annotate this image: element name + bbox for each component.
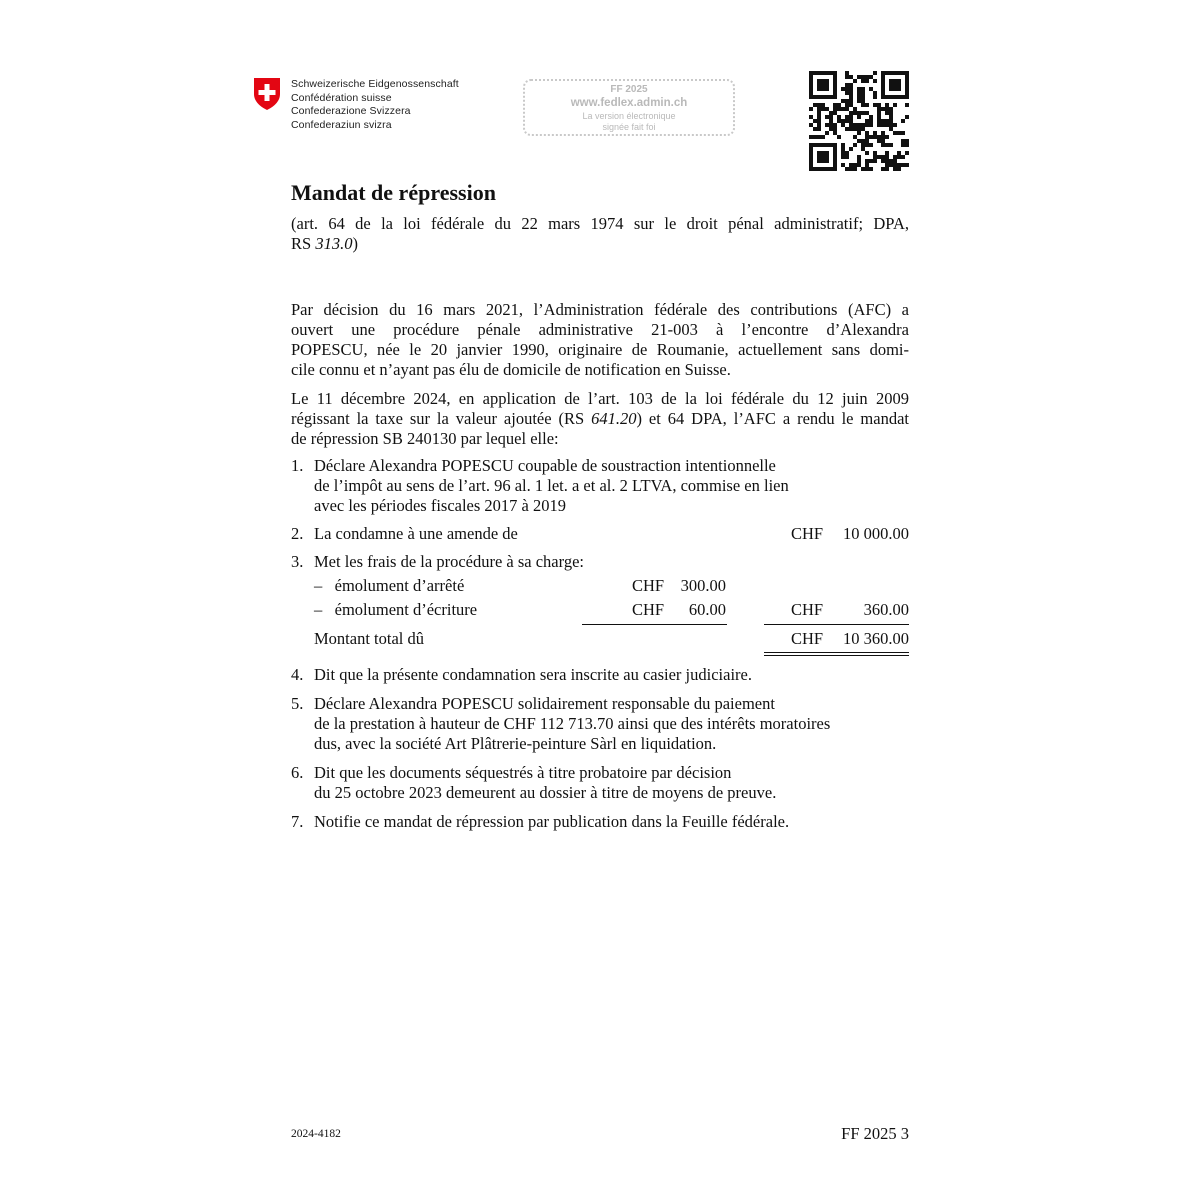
list-item-text	[314, 763, 776, 803]
paragraph-line: ouvert une procédure pénale administrative 21-003 à l’encontre d’Alexandra	[291, 320, 909, 339]
list-item-text	[314, 456, 789, 516]
list-item-number: 1.	[291, 456, 304, 475]
paragraph-line: Le 11 décembre 2024, en application de l’art. 103 de la loi fédérale du 12 juin 2009	[291, 389, 909, 408]
fee-label-writing: – émolument d’écriture	[314, 600, 478, 619]
stamp-note-1: La version électronique	[582, 111, 676, 121]
fine-currency: CHF	[791, 524, 824, 543]
electronic-version-stamp	[523, 79, 735, 136]
list-item-number: 2.	[291, 524, 304, 543]
list-item	[291, 665, 909, 685]
confederation-line-rm: Confederaziun svizra	[291, 118, 392, 131]
list-item-text: Dit que la présente condamnation sera inscrite au casier judiciaire.	[314, 665, 752, 684]
fee-amount-decision: 300.00	[680, 576, 726, 595]
paragraph-line: cile connu et n’ayant pas élu de domicile de notification en Suisse.	[291, 360, 731, 379]
stamp-url[interactable]: www.fedlex.admin.ch	[570, 97, 688, 109]
fees-total-amount: 360.00	[863, 600, 909, 619]
stamp-issue: FF 2025	[610, 84, 648, 95]
paragraph-line: Par décision du 16 mars 2021, l’Administration fédérale des contributions (AFC) a	[291, 300, 909, 319]
fee-amount-writing: 60.00	[688, 600, 726, 619]
document-subtitle	[291, 214, 909, 254]
list-item	[291, 456, 909, 516]
list-item-text: La condamne à une amende de	[314, 524, 518, 543]
list-item-number: 7.	[291, 812, 304, 831]
list-item-line: Dit que les documents séquestrés à titre probatoire par décision	[314, 763, 732, 782]
fee-label-decision: – émolument d’arrêté	[314, 576, 465, 595]
paragraph-decision	[291, 389, 909, 449]
list-item-number: 5.	[291, 694, 304, 713]
total-amount: 10 360.00	[843, 629, 909, 648]
qr-code-icon	[809, 71, 909, 171]
confederation-line-de: Schweizerische Eidgenossenschaft	[291, 78, 459, 90]
list-item-line: Déclare Alexandra POPESCU solidairement responsable du paiement	[314, 694, 775, 713]
list-item	[291, 763, 909, 803]
list-item	[291, 552, 909, 572]
paragraph-opening	[291, 300, 909, 380]
list-item-number: 3.	[291, 552, 304, 571]
total-currency: CHF	[791, 629, 824, 648]
total-label: Montant total dû	[314, 629, 424, 648]
paragraph-rs-ref: 641.20	[591, 409, 637, 428]
subtotal-rule	[764, 624, 909, 625]
page-number: FF 2025 3	[841, 1124, 909, 1143]
paragraph-line: POPESCU, née le 20 janvier 1990, originaire de Roumanie, actuellement sans domi-	[291, 340, 909, 359]
list-item-number: 4.	[291, 665, 304, 684]
subtotal-rule	[582, 624, 727, 625]
subtitle-rs-suffix: )	[352, 234, 358, 253]
fee-currency-decision: CHF	[632, 576, 665, 595]
confederation-line-it: Confederazione Svizzera	[291, 105, 411, 117]
total-double-rule	[764, 652, 909, 653]
paragraph-line: de répression SB 240130 par lequel elle:	[291, 429, 559, 448]
confederation-name	[291, 78, 459, 132]
subtitle-line-1: (art. 64 de la loi fédérale du 22 mars 1974 sur le droit pénal administratif; DPA,	[291, 214, 909, 233]
document-reference: 2024-4182	[291, 1128, 341, 1140]
confederation-line-fr: Confédération suisse	[291, 91, 392, 104]
swiss-cross-icon	[253, 77, 281, 111]
paragraph-line	[291, 409, 909, 429]
subtitle-rs-prefix: RS	[291, 234, 316, 253]
subtitle-rs-ref: 313.0	[315, 234, 353, 253]
list-item-text	[314, 694, 830, 754]
list-item	[291, 694, 909, 754]
fees-total-currency: CHF	[791, 600, 824, 619]
list-item-line: de la prestation à hauteur de CHF 112 713.70 ainsi que des intérêts moratoires	[314, 714, 831, 733]
subtitle-line-2	[291, 234, 909, 254]
list-item-line: dus, avec la société Art Plâtrerie-peinture Sàrl en liquidation.	[314, 734, 717, 753]
paragraph-text: ) et 64 DPA, l’AFC a rendu le mandat	[636, 409, 909, 428]
list-item-number: 6.	[291, 763, 304, 782]
fee-currency-writing: CHF	[632, 600, 665, 619]
total-double-rule	[764, 655, 909, 656]
stamp-note-2: signée fait foi	[602, 122, 656, 132]
list-item-text: Notifie ce mandat de répression par publication dans la Feuille fédérale.	[314, 812, 790, 831]
list-item-line: du 25 octobre 2023 demeurent au dossier à titre de moyens de preuve.	[314, 783, 777, 802]
list-item	[291, 812, 909, 832]
list-item-line: Déclare Alexandra POPESCU coupable de soustraction intentionnelle	[314, 456, 776, 475]
document-title: Mandat de répression	[291, 180, 496, 205]
paragraph-text: régissant la taxe sur la valeur ajoutée (RS	[291, 409, 592, 428]
list-item-line: de l’impôt au sens de l’art. 96 al. 1 let. a et al. 2 LTVA, commise en lien	[314, 476, 789, 495]
list-item-line: avec les périodes fiscales 2017 à 2019	[314, 496, 566, 515]
fine-amount: 10 000.00	[843, 524, 909, 543]
list-item-text: Met les frais de la procédure à sa charge:	[314, 552, 584, 571]
